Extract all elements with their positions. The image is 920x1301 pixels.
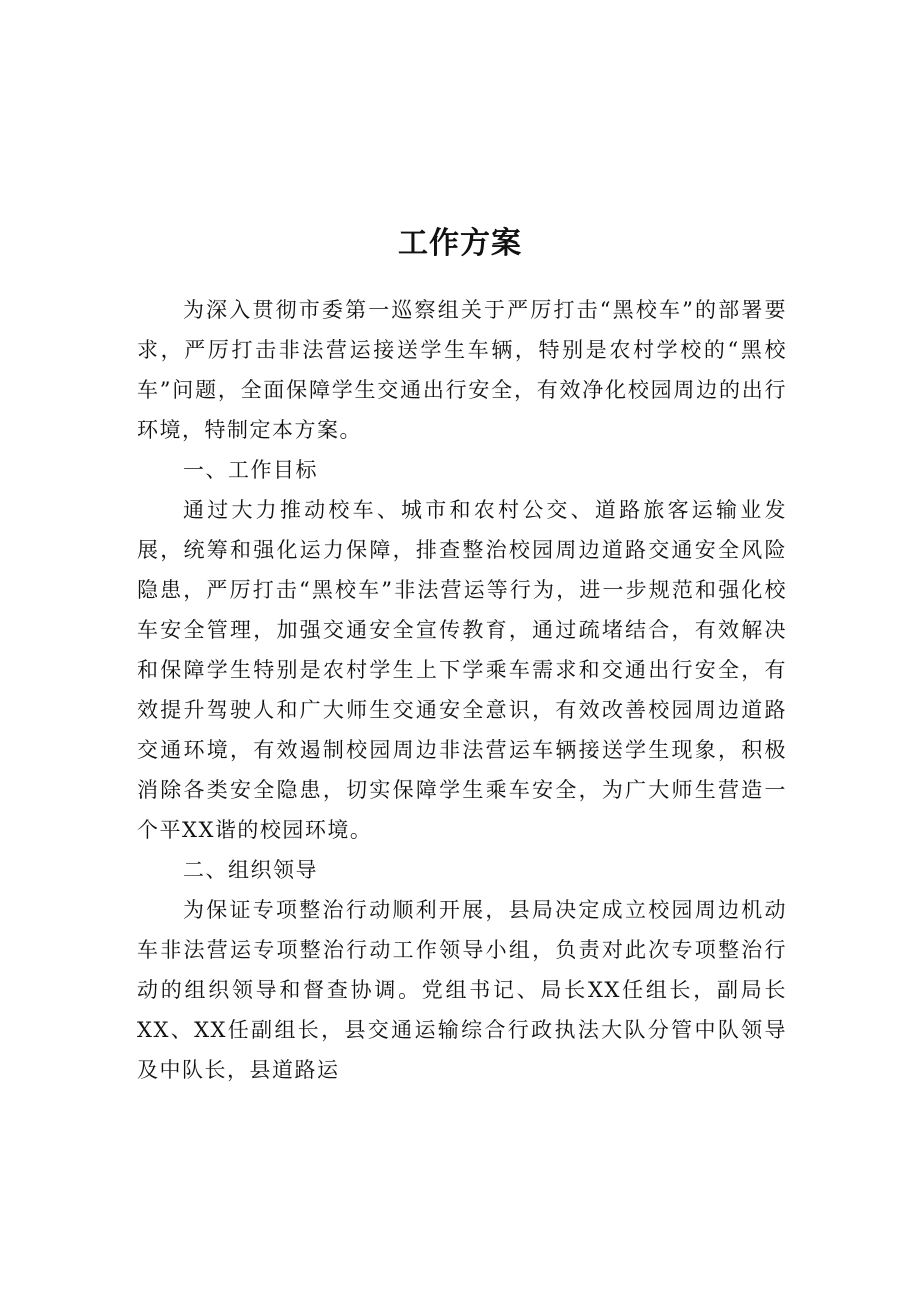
document-title: 工作方案 — [398, 226, 522, 261]
goals-paragraph: 通过大力推动校车、城市和农村公交、道路旅客运输业发展，统筹和强化运力保障，排查整治校园周边道路交通安全风险隐患，严厉打击“黑校车”非法营运等行为，进一步规范和强化校车安全管理，加强交通安全宣传教育，通过疏堵结合，有效解决和保障学生特别是农村学生上下学乘车需求和交通出行安全，有效提升驾驶人和广大师生交通安全意识，有效改善校园周边道路交通环境，有效遏制校园周边非法营运车辆接送学生现象，积极消除各类安全隐患，切实保障学生乘车安全，为广大师生营造一个平XX谐的校园环境。 — [137, 498, 787, 842]
document-body — [137, 290, 787, 1090]
organization-paragraph: 为保证专项整治行动顺利开展，县局决定成立校园周边机动车非法营运专项整治行动工作领导小组，负责对此次专项整治行动的组织领导和督查协调。党组书记、局长XX任组长，副局长XX、XX任副组长，县交通运输综合行政执法大队分管中队领导及中队长，县道路运 — [137, 898, 787, 1082]
section-heading-organization: 二、组织领导 — [183, 858, 318, 882]
section-heading-goals: 一、工作目标 — [183, 458, 318, 482]
intro-paragraph: 为深入贯彻市委第一巡察组关于严厉打击“黑校车”的部署要求，严厉打击非法营运接送学生车辆，特别是农村学校的“黑校车”问题，全面保障学生交通出行安全，有效净化校园周边的出行环境，特制定本方案。 — [137, 298, 787, 442]
